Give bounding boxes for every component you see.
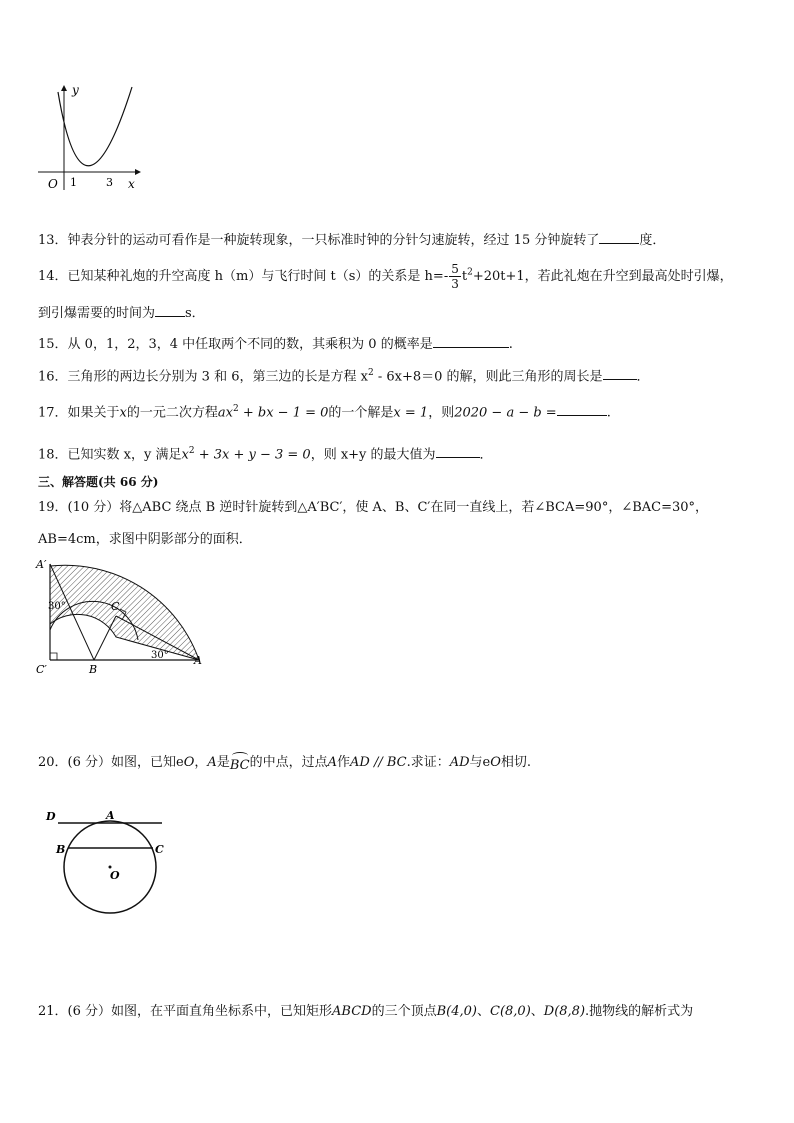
- q17-x: x: [119, 405, 127, 421]
- q21-p3: .抛物线的解析式为: [585, 1004, 694, 1019]
- q18-suffix: ．: [479, 447, 493, 463]
- q20-label-d: D: [46, 810, 56, 823]
- q20-label-o: O: [110, 869, 120, 882]
- q19-label-b: B: [89, 663, 98, 676]
- q18-p1: 18．已知实数 x，y 满足: [38, 447, 182, 463]
- q19-angle-right: 30°: [151, 650, 169, 661]
- q20-p3: 是: [216, 755, 230, 770]
- q20-a: A: [207, 755, 217, 770]
- question-14: [38, 262, 733, 291]
- q19-label-a: A: [194, 654, 202, 667]
- q14-fraction: [449, 262, 461, 291]
- question-14-line2: [38, 302, 205, 323]
- q19-label-c-prime: C′: [36, 663, 47, 676]
- q21-d: D(8,8): [543, 1004, 586, 1019]
- q14-neg: -: [443, 269, 449, 284]
- tick-3-label: 3: [106, 176, 113, 189]
- q20-p1: 20．(6 分）如图，已知: [38, 755, 177, 770]
- q20-figure: [40, 806, 170, 916]
- q20-arc-bc: BC: [230, 754, 250, 772]
- q17-p3: 的一个解是: [328, 405, 394, 421]
- q16-prefix: 16．三角形的两边长分别为 3 和 6，第三边的长是方程 x: [38, 369, 368, 385]
- question-17: [38, 400, 611, 422]
- question-13: [38, 229, 665, 250]
- q20-p5: 作: [336, 755, 350, 770]
- q14-answer-blank[interactable]: [155, 302, 185, 317]
- question-20: [38, 754, 531, 772]
- q19-right-angle-c-prime: [50, 653, 57, 660]
- q17-p2: 的一元二次方程: [126, 405, 218, 421]
- q21-sep2: 、: [530, 1004, 544, 1019]
- q20-o: O: [183, 755, 195, 770]
- q15-answer-blank[interactable]: [433, 333, 509, 348]
- q14-t: t: [461, 269, 468, 284]
- q20-parallel: AD // BC: [350, 755, 407, 770]
- q18-eq-rest: + 3x + y − 3 = 0: [194, 447, 311, 463]
- question-15: [38, 333, 513, 354]
- q18-eq-x: x: [181, 447, 189, 463]
- q17-sol: x = 1: [393, 405, 429, 421]
- origin-label: O: [48, 177, 58, 191]
- q21-c: C(8,0): [490, 1004, 531, 1019]
- q20-o2: O: [490, 755, 501, 770]
- q16-suffix: ．: [636, 369, 650, 385]
- q13-suffix: 度．: [639, 233, 666, 248]
- q21-sep1: 、: [476, 1004, 490, 1019]
- q17-p1: 17．如果关于: [38, 405, 120, 421]
- section-3-title: 三、解答题(共 66 分): [38, 475, 159, 489]
- q14-frac-num: 5: [451, 262, 459, 276]
- q18-answer-blank[interactable]: [436, 443, 480, 458]
- q17-eq-exp: 2: [233, 404, 239, 414]
- q19-label-a-prime: A′: [36, 558, 47, 571]
- q14-prefix: 14．已知某种礼炮的升空高度 h（m）与飞行时间 t（s）的关系是 h=: [38, 269, 444, 284]
- q19-figure: [34, 554, 214, 680]
- q14-line2-prefix: 到引爆需要的时间为: [38, 306, 156, 321]
- q16-rest: - 6x+8＝0 的解，则此三角形的周长是: [373, 369, 603, 385]
- q20-circle-sym2: e: [482, 755, 491, 770]
- q18-eq-exp: 2: [188, 446, 195, 456]
- q20-label-a: A: [106, 809, 115, 822]
- q21-p1: 21．(6 分）如图，在平面直角坐标系中，已知矩形: [38, 1004, 333, 1019]
- question-16: [38, 364, 650, 386]
- parabola-graph: [36, 82, 146, 194]
- q14-t-exp: 2: [467, 267, 473, 278]
- q20-ad: AD: [449, 755, 470, 770]
- q15-text: 15．从 0，1，2，3，4 中任取两个不同的数，其乘积为 0 的概率是: [38, 337, 433, 352]
- q16-exp: 2: [367, 368, 374, 378]
- q13-answer-blank[interactable]: [599, 229, 639, 244]
- q14-line2-suffix: s．: [185, 306, 205, 321]
- q17-eq-rest: + bx − 1 = 0: [238, 405, 329, 421]
- q13-text: 13．钟表分针的运动可看作是一种旋转现象，一只标准时钟的分针匀速旋转，经过 15 分钟旋转了: [38, 233, 600, 248]
- y-axis-label: y: [72, 83, 79, 97]
- question-19-line2: AB=4cm，求图中阴影部分的面积．: [38, 532, 252, 547]
- q20-p4: 的中点，过点: [249, 755, 328, 770]
- q17-suffix: .: [606, 405, 611, 421]
- q15-suffix: .: [508, 337, 513, 352]
- q21-b: B(4,0): [436, 1004, 477, 1019]
- q21-rect: ABCD: [332, 1004, 372, 1019]
- q17-eq-a: ax: [217, 405, 233, 421]
- q20-p6: .求证：: [406, 755, 450, 770]
- question-19-line1: 19．(10 分）将△ABC 绕点 B 逆时针旋转到△A′BC′，使 A、B、C′在同一直线上，若∠BCA=90°，∠BAC=30°，: [38, 500, 709, 515]
- q19-label-c: C: [111, 600, 120, 613]
- q20-label-c: C: [155, 843, 164, 856]
- q17-answer-blank[interactable]: [557, 401, 607, 416]
- parabola-curve: [58, 87, 132, 166]
- q20-p8: 相切.: [500, 755, 532, 770]
- q20-label-b: B: [56, 843, 66, 856]
- q14-frac-den: 3: [451, 277, 459, 291]
- q20-p2: ，: [194, 755, 208, 770]
- question-21: [38, 1003, 693, 1021]
- q18-p2: ，则 x+y 的最大值为: [310, 447, 436, 463]
- q16-answer-blank[interactable]: [603, 365, 637, 380]
- q20-p7: 与: [469, 755, 483, 770]
- tick-1-label: 1: [70, 176, 77, 189]
- q14-rest: +20t+1，若此礼炮在升空到最高处时引爆，: [472, 269, 733, 284]
- question-18: [38, 442, 493, 464]
- q17-expr: 2020 − a − b =: [454, 405, 557, 421]
- q19-angle-left: 30°: [48, 601, 66, 612]
- x-axis-label: x: [128, 177, 135, 191]
- q21-p2: 的三个顶点: [371, 1004, 437, 1019]
- arc-mark-icon: [232, 752, 248, 759]
- q20-circle-sym: e: [176, 755, 184, 770]
- q17-p4: ，则: [428, 405, 455, 421]
- q20-a2: A: [327, 755, 337, 770]
